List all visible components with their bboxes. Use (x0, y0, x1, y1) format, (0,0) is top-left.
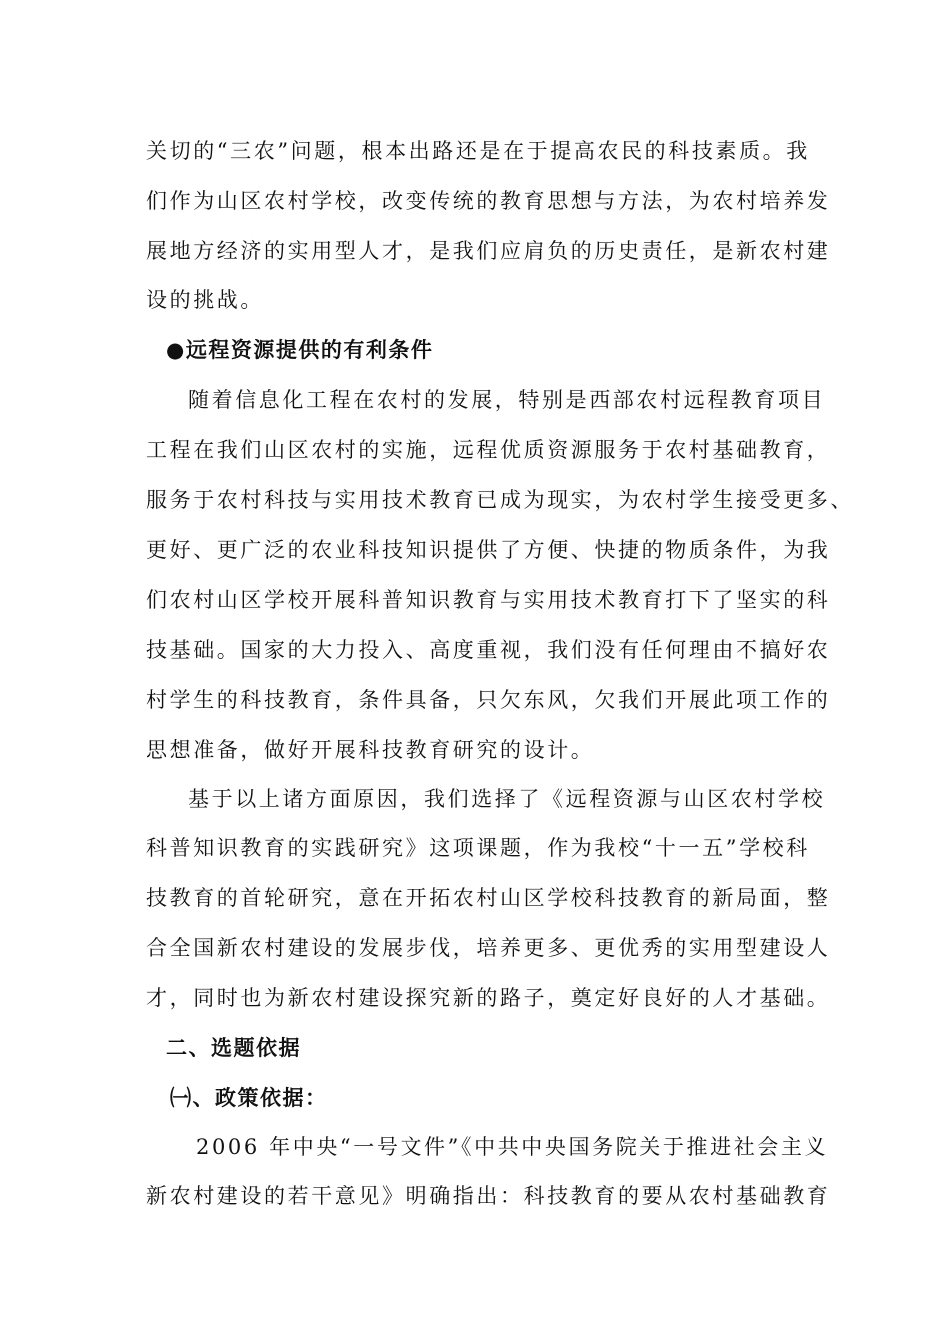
policy-line-1: 2006 年中央“一号文件”《中共中央国务院关于推进社会主义 (196, 1135, 829, 1159)
intro-line-2: 们作为山区农村学校，改变传统的教育思想与方法，为农村培养发 (146, 189, 831, 213)
policy-line-2: 新农村建设的若干意见》明确指出：科技教育的要从农村基础教育 (146, 1184, 831, 1208)
remote-line-7: 村学生的科技教育，条件具备，只欠东风，欠我们开展此项工作的 (146, 688, 831, 712)
basis-line-4: 合全国新农村建设的发展步伐，培养更多、更优秀的实用型建设人 (146, 936, 831, 960)
remote-line-4: 更好、更广泛的农业科技知识提供了方便、快捷的物质条件，为我 (146, 538, 831, 562)
remote-line-2: 工程在我们山区农村的实施，远程优质资源服务于农村基础教育， (146, 438, 831, 462)
remote-line-3: 服务于农村科技与实用技术教育已成为现实，为农村学生接受更多、 (146, 488, 854, 512)
heading-section-2: 二、选题依据 (166, 1035, 301, 1060)
remote-line-6: 技基础。国家的大力投入、高度重视，我们没有任何理由不搞好农 (146, 638, 831, 662)
remote-line-1: 随着信息化工程在农村的发展，特别是西部农村远程教育项目 (188, 388, 826, 412)
intro-line-1: 关切的“三农”问题，根本出路还是在于提高农民的科技素质。我 (146, 139, 810, 163)
remote-line-8: 思想准备，做好开展科技教育研究的设计。 (146, 738, 595, 762)
heading-remote-resources: ●远程资源提供的有利条件 (166, 337, 434, 362)
basis-line-3: 技教育的首轮研究，意在开拓农村山区学校科技教育的新局面，整 (146, 886, 831, 910)
intro-line-4: 设的挑战。 (146, 288, 264, 312)
basis-line-5: 才，同时也为新农村建设探究新的路子，奠定好良好的人才基础。 (146, 986, 831, 1010)
remote-line-5: 们农村山区学校开展科普知识教育与实用技术教育打下了坚实的科 (146, 588, 831, 612)
basis-line-2: 科普知识教育的实践研究》这项课题，作为我校“十一五”学校科 (146, 836, 810, 860)
heading-policy-basis: ㈠、政策依据： (170, 1085, 328, 1110)
intro-line-3: 展地方经济的实用型人才，是我们应肩负的历史责任，是新农村建 (146, 239, 831, 263)
basis-line-1: 基于以上诸方面原因，我们选择了《远程资源与山区农村学校 (188, 787, 826, 811)
